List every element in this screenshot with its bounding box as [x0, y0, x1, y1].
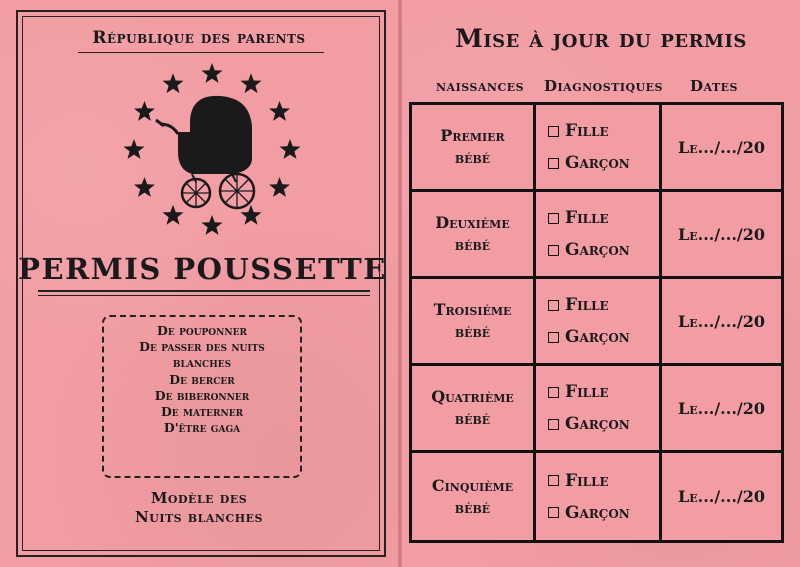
birth-label-sub: bébé — [454, 409, 491, 428]
checkbox[interactable] — [548, 387, 559, 398]
checkbox[interactable] — [548, 332, 559, 343]
title-rule — [38, 290, 370, 292]
table-cell-date[interactable] — [662, 105, 781, 192]
model-caption — [0, 489, 398, 527]
star-icon — [280, 139, 301, 159]
star-icon — [134, 101, 155, 121]
table-cell-date[interactable] — [662, 366, 781, 453]
star-icon — [134, 177, 155, 197]
birth-label-sub: bébé — [454, 148, 491, 167]
table-cell-diagnostic — [536, 192, 662, 279]
option-label: Garçon — [565, 240, 630, 260]
checkbox[interactable] — [548, 475, 559, 486]
table-cell-date[interactable] — [662, 453, 781, 540]
star-icon — [163, 73, 184, 93]
checkbox[interactable] — [548, 126, 559, 137]
table-cell-diagnostic — [536, 453, 662, 540]
table-cell-birth — [412, 453, 536, 540]
permit-title: PERMIS POUSSETTE — [18, 252, 387, 286]
date-blank: Le.../.../20 — [677, 398, 765, 418]
table-cell-date[interactable] — [662, 279, 781, 366]
table-cell-birth — [412, 192, 536, 279]
option-boy[interactable] — [548, 240, 630, 260]
birth-label: Deuxiéme — [435, 213, 510, 232]
option-boy[interactable] — [548, 503, 630, 523]
option-boy[interactable] — [548, 327, 630, 347]
table-cell-diagnostic — [536, 105, 662, 192]
emblem — [112, 52, 312, 242]
option-girl[interactable] — [548, 295, 609, 315]
date-blank: Le.../.../20 — [677, 137, 765, 157]
table-cell-diagnostic — [536, 279, 662, 366]
option-label: Garçon — [565, 414, 630, 434]
checkbox[interactable] — [548, 507, 559, 518]
table-cell-diagnostic — [536, 366, 662, 453]
star-icon — [269, 101, 290, 121]
birth-label: Cinquième — [431, 475, 514, 495]
duty-item: De materner — [160, 404, 244, 420]
birth-label: Premier — [440, 126, 505, 145]
option-girl[interactable] — [548, 382, 609, 402]
column-header-births: naissances — [436, 77, 525, 95]
model-line-1: Modèle des — [150, 489, 248, 507]
title-rule-thin — [38, 295, 370, 296]
update-title: Mise à jour du permis — [455, 24, 747, 53]
duty-item: De passer des nuits — [139, 339, 265, 355]
star-icon — [241, 73, 262, 93]
duty-item: De bercer — [169, 371, 235, 387]
date-blank: Le.../.../20 — [677, 311, 765, 331]
duty-item: De pouponner — [157, 323, 247, 338]
option-boy[interactable] — [548, 153, 630, 173]
option-girl[interactable] — [548, 208, 609, 228]
baby-carriage-icon — [156, 96, 254, 208]
option-label: Fille — [565, 382, 609, 402]
checkbox[interactable] — [548, 419, 559, 430]
option-label: Fille — [565, 295, 609, 315]
table-cell-birth — [412, 279, 536, 366]
checkbox[interactable] — [548, 300, 559, 311]
star-icon — [124, 139, 145, 159]
option-girl[interactable] — [548, 471, 609, 491]
option-girl[interactable] — [548, 121, 609, 141]
star-icon — [202, 215, 223, 235]
checkbox[interactable] — [548, 158, 559, 169]
checkbox[interactable] — [548, 245, 559, 256]
column-header-dates: Dates — [690, 77, 738, 95]
birth-label: Quatrième — [431, 387, 514, 406]
option-label: Garçon — [565, 327, 630, 347]
birth-label: Troisiéme — [433, 300, 512, 319]
star-icon — [269, 177, 290, 197]
option-label: Fille — [565, 121, 609, 141]
star-icon — [163, 205, 184, 225]
column-header-diagnostics: Diagnostiques — [544, 77, 663, 95]
republic-heading: République des parents — [92, 28, 306, 48]
duties-box — [102, 315, 302, 478]
model-line-2: Nuits blanches — [135, 508, 263, 526]
duty-item: blanches — [172, 355, 232, 371]
birth-label-sub: bébé — [454, 322, 491, 341]
birth-label-sub: bébé — [454, 497, 491, 517]
option-label: Garçon — [565, 502, 630, 523]
option-label: Fille — [565, 470, 609, 491]
duty-item: D'être gaga — [163, 420, 241, 436]
birth-label-sub: bébé — [454, 235, 491, 254]
update-table — [409, 102, 784, 543]
option-boy[interactable] — [548, 414, 630, 434]
table-cell-birth — [412, 105, 536, 192]
date-blank: Le.../.../20 — [677, 487, 765, 506]
star-icon — [202, 63, 223, 83]
table-cell-birth — [412, 366, 536, 453]
date-blank: Le.../.../20 — [677, 224, 765, 244]
checkbox[interactable] — [548, 213, 559, 224]
table-cell-date[interactable] — [662, 192, 781, 279]
option-label: Fille — [565, 208, 609, 228]
option-label: Garçon — [565, 153, 630, 173]
duty-item: De biberonner — [154, 387, 250, 403]
